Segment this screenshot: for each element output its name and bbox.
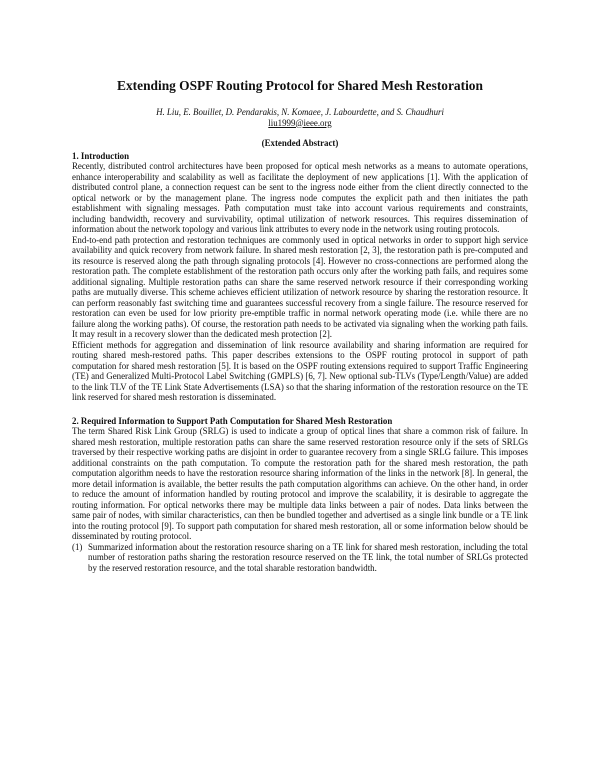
author-list: H. Liu, E. Bouillet, D. Pendarakis, N. Komaee, J. Labourdette, and S. Chaudhuri — [156, 107, 444, 117]
introduction-paragraph-1: Recently, distributed control architectures have been proposed for optical mesh networks as a means to automate operations, enhance interoperability and scalability as well as facilitate the deployment of new applications [1]. With the application of distributed control plane, a connection request can be sent to the ingress node either from the client directly connected to the optical network or by the management plane. The ingress node computes the explicit path and then initiates the path establishment with signaling messages. Path computation must take into account various requirements and constraints, including bandwidth, recovery and survivability, optimal utilization of network resources. This requires dissemination of information about the network topology and various link attributes to every node in the network using routing protocols. — [72, 161, 528, 234]
paper-page — [72, 78, 528, 573]
list-item — [72, 542, 528, 574]
list-item-number: (1) — [72, 541, 83, 552]
introduction-paragraph-2: End-to-end path protection and restoration techniques are commonly used in optical networks in order to support high service availability and quick recovery from network failure. In shared mesh restoration [2, 3], the restoration path is pre-computed and its resource is reserved along the path through signaling protocols [4]. However no cross-connections are performed along the restoration path. The complete establishment of the restoration path occurs only after the working path fails, and requires some additional signaling. Multiple restoration paths can share the same reserved network resource if their corresponding working paths are mutually diverse. This scheme achieves efficient utilization of network resource by sharing the restoration resource. It can perform reasonably fast switching time and guarantees successful recovery from a single failure. The resource reserved for restoration can even be used for low priority pre-emptible traffic in normal network operating mode (i.e. while there are no failure along the working paths). Of course, the restoration path needs to be activated via signaling when the working path fails. It may result in a recovery slower than the dedicated mesh protection [2]. — [72, 234, 528, 339]
extended-abstract-label: (Extended Abstract) — [261, 138, 339, 148]
section-heading-required-information: 2. Required Information to Support Path Computation for Shared Mesh Restoration — [72, 415, 393, 426]
email-link[interactable]: liu1999@ieee.org — [268, 117, 332, 128]
required-information-paragraph: The term Shared Risk Link Group (SRLG) is used to indicate a group of optical lines that share a common risk of failure. In shared mesh restoration, multiple restoration paths can share the same reserved restoration resource only if the sets of SRLGs traversed by their respective working paths are disjoint in order to guarantee recovery from a single SRLG failure. This imposes additional constraints on the path computation. To compute the restoration path for the shared mesh restoration, the path computation algorithm needs to have the restoration resource sharing information of the links in the network [8]. In general, the more detail information is available, the better results the path computation algorithms can achieve. On the other hand, in order to reduce the amount of information handled by routing protocol and improve the scalability, it is desirable to aggregate the routing information. For optical networks there may be multiple data links between a pair of nodes. Data links between the same pair of nodes, with similar characteristics, can then be bundled together and advertised as a single link bundle or a TE link into the routing protocol [9]. To support path computation for shared mesh restoration, all or some information below should be disseminated by routing protocol. — [72, 426, 528, 541]
section-heading-introduction: 1. Introduction — [72, 150, 130, 161]
introduction-paragraph-3: Efficient methods for aggregation and dissemination of link resource availability and sharing information are required for routing shared mesh-restored paths. This paper describes extensions to the OSPF routing protocol in support of path computation for shared mesh restoration [5]. It is based on the OSPF routing extensions required to support Traffic Engineering (TE) and Generalized Multi-Protocol Label Switching (GMPLS) [6, 7]. New optional sub-TLVs (Type/Length/Value) are added to the link TLV of the TE Link State Advertisements (LSA) so that the sharing information of the restoration resource on the TE link reserved for shared mesh restoration is disseminated. — [72, 339, 528, 402]
list-item-text: Summarized information about the restoration resource sharing on a TE link for shared mesh restoration, including the total number of restoration paths sharing the restoration resource reserved on the TE link, the total number of SRLGs protected by the reserved restoration resource, and the total sharable restoration bandwidth. — [88, 541, 528, 573]
paper-title: Extending OSPF Routing Protocol for Shared Mesh Restoration — [117, 78, 483, 93]
author-email — [72, 118, 528, 129]
